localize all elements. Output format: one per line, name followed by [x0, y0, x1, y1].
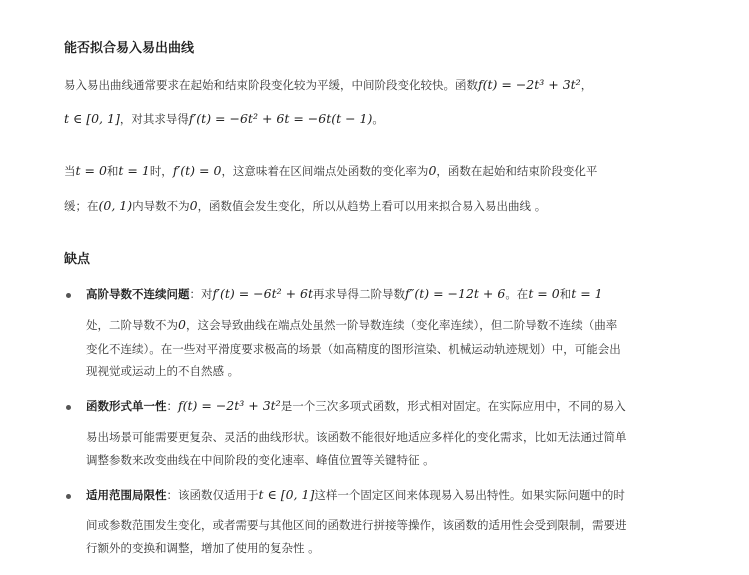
text: ， — [580, 78, 593, 92]
bullet-1-line-1 — [86, 286, 603, 302]
text: 这样一个固定区间来体现易入易出特性。如果实际问题中的时 — [314, 488, 625, 502]
text: ，这意味着在区间端点处函数的变化率为 — [221, 164, 429, 178]
text: 内导数不为 — [132, 199, 190, 213]
math-formula: (0, 1) — [98, 198, 133, 213]
paragraph-1-line-1 — [64, 77, 592, 93]
text: ，函数值会发生变化，所以从趋势上看可以用来拟合易入易出曲线 。 — [197, 199, 547, 213]
math-formula: f′(t) = −6t² + 6t — [212, 286, 314, 301]
math-formula: t ∈ [0, 1] — [258, 487, 315, 502]
bullet-1-line-4: 现视觉或运动上的不自然感 。 — [86, 364, 240, 378]
bullet-3-line-2: 间或参数范围发生变化，或者需要与其他区间的函数进行拼接等操作，该函数的适用性会受到限制，需要进 — [86, 518, 627, 532]
math-formula: 0 — [178, 317, 186, 332]
math-formula: t = 0 — [528, 286, 560, 301]
math-formula: f(t) = −2t³ + 3t² — [478, 77, 581, 92]
bullet-2-line-3: 调整参数来改变曲线在中间阶段的变化速率、峰值位置等关键特征 。 — [86, 453, 435, 467]
math-formula: f′(t) = −6t² + 6t = −6t(t − 1) — [188, 111, 373, 126]
text: 和 — [106, 164, 119, 178]
text: 易入易出曲线通常要求在起始和结束阶段变化较为平缓，中间阶段变化较快。函数 — [64, 78, 478, 92]
math-formula: t ∈ [0, 1] — [64, 111, 120, 126]
section-heading-fit: 能否拟合易入易出曲线 — [64, 41, 195, 56]
text: ，对其求导得 — [119, 112, 189, 126]
bullet-title: 高阶导数不连续问题 — [86, 287, 190, 301]
math-formula: f(t) = −2t³ + 3t² — [178, 398, 281, 413]
text: 缓；在 — [64, 199, 99, 213]
paragraph-2-line-2 — [64, 198, 546, 214]
bullet-dot — [66, 293, 71, 298]
bullet-2-line-2: 易出场景可能需要更复杂、灵活的曲线形状。该函数不能很好地适应多样化的变化需求，比如无法通过简单 — [86, 430, 627, 444]
bullet-1-line-3: 变化不连续）。在一些对平滑度要求极高的场景（如高精度的图形渲染、机械运动轨迹规划）中，可能会出 — [86, 342, 621, 356]
text: ：该函数仅适用于 — [166, 488, 259, 502]
bullet-1-line-2 — [86, 317, 617, 333]
text: ，这会导致曲线在端点处虽然一阶导数连续（变化率连续），但二阶导数不连续（曲率 — [185, 318, 618, 332]
bullet-2-line-1 — [86, 398, 626, 414]
section-heading-drawbacks: 缺点 — [64, 252, 91, 267]
math-formula: f′(t) = 0 — [172, 163, 222, 178]
bullet-dot — [66, 405, 71, 410]
paragraph-1-line-2 — [64, 111, 384, 127]
text: 。在 — [505, 287, 529, 301]
math-formula: f″(t) = −12t + 6 — [405, 286, 506, 301]
text: ：对 — [189, 287, 213, 301]
text: 是一个三次多项式函数，形式相对固定。在实际应用中，不同的易入 — [280, 399, 626, 413]
text: ： — [166, 399, 178, 413]
text: 当 — [64, 164, 76, 178]
math-formula: t = 1 — [118, 163, 150, 178]
math-formula: 0 — [428, 163, 437, 178]
math-formula: t = 1 — [571, 286, 603, 301]
math-formula: t = 0 — [75, 163, 107, 178]
bullet-3-line-3: 行额外的变换和调整，增加了使用的复杂性 。 — [86, 541, 320, 555]
bullet-title: 适用范围局限性 — [86, 488, 167, 502]
bullet-3-line-1 — [86, 487, 625, 503]
text: ，函数在起始和结束阶段变化平 — [436, 164, 598, 178]
bullet-title: 函数形式单一性 — [86, 399, 167, 413]
text: 再求导得二阶导数 — [313, 287, 406, 301]
bullet-dot — [66, 494, 71, 499]
text: 时， — [149, 164, 173, 178]
text: 和 — [559, 287, 572, 301]
paragraph-2-line-1 — [64, 163, 597, 179]
text: 。 — [372, 112, 384, 126]
math-formula: 0 — [189, 198, 198, 213]
text: 处，二阶导数不为 — [86, 318, 178, 332]
